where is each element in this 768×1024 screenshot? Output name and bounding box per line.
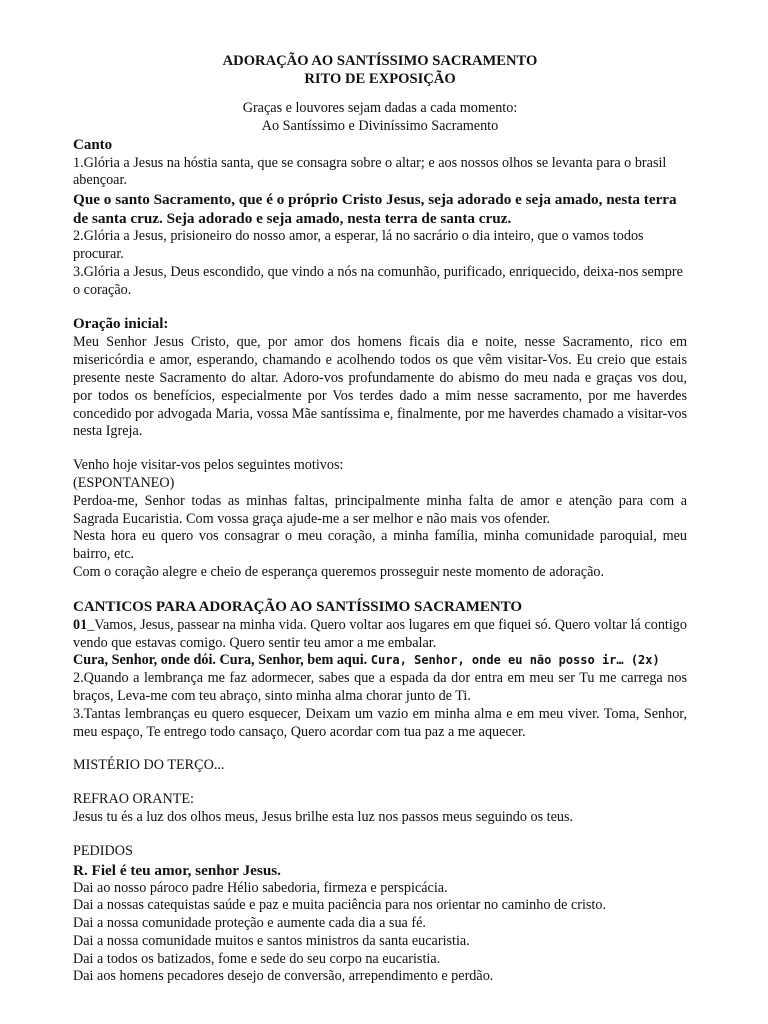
document-page [73, 52, 687, 986]
canto-refrain: Que o santo Sacramento, que é o próprio Cristo Jesus, seja adorado e seja amado, nesta terra de santa cruz. Seja adorado e seja amado, nesta terra de santa cruz. [73, 191, 677, 228]
canto-verse-2: 2.Glória a Jesus, prisioneiro do nosso amor, a esperar, lá no sacrário o dia inteiro, que o vamos todos procurar. [73, 228, 644, 262]
canto-verse-3: 3.Glória a Jesus, Deus escondido, que vindo a nós na comunhão, purificado, enriquecido, deixa-nos sempre o coração. [73, 263, 683, 298]
motivos-paragraph-2: Nesta hora eu quero vos consagrar o meu coração, a minha família, minha comunidade paroquial, meu bairro, etc. [73, 528, 687, 563]
document-title: ADORAÇÃO AO SANTÍSSIMO SACRAMENTO [222, 53, 538, 69]
canticos-refrain [73, 652, 687, 670]
canticos-refrain-b: Cura, Senhor, onde eu não posso ir… (2x) [370, 653, 660, 668]
pedido-item: Dai a nossa comunidade muitos e santos ministros da santa eucaristia. [73, 932, 470, 949]
pedidos-response: R. Fiel é teu amor, senhor Jesus. [73, 861, 281, 879]
motivos-line-1: Venho hoje visitar-vos pelos seguintes motivos: [73, 457, 344, 474]
refrao-heading: REFRAO ORANTE: [73, 791, 194, 808]
canticos-verse-1 [73, 617, 687, 653]
pedido-item: Dai aos homens pecadores desejo de conversão, arrependimento e perdão. [73, 968, 494, 985]
oracao-heading: Oração inicial: [73, 316, 169, 333]
refrao-text: Jesus tu és a luz dos olhos meus, Jesus brilhe esta luz nos passos meus seguindo os teus. [73, 808, 574, 825]
motivos-paragraph-3: Com o coração alegre e cheio de esperança queremos prosseguir neste momento de adoração. [73, 563, 605, 580]
pedido-item: Dai a nossa comunidade proteção e aumente cada dia a sua fé. [73, 915, 426, 932]
pedido-item: Dai a nossas catequistas saúde e paz e muita paciência para nos orientar no caminho de cristo. [73, 897, 607, 914]
canticos-verse-2: 2.Quando a lembrança me faz adormecer, sabes que a espada da dor entra em meu ser Tu me carrega nos braços, Leva-me com teu abraço, sinto minha alma chorar junto de Ti. [73, 670, 687, 704]
canto-heading: Canto [73, 136, 113, 153]
canto-verse-1: 1.Glória a Jesus na hóstia santa, que se consagra sobre o altar; e aos nossos olhos se levanta para o brasil abençoar. [73, 154, 667, 189]
canticos-verse-1-text: _Vamos, Jesus, passear na minha vida. Quero voltar aos lugares em que fiquei só. Quero voltar lá contigo vendo que estavas comigo. Quero sentir teu amor a me embalar. [73, 616, 687, 651]
canticos-verse-3: 3.Tantas lembranças eu quero esquecer, Deixam um vazio em minha alma e em meu viver. Toma, Senhor, meu espaço, Te entrego todo cansaço, Quero acordar com tua paz a me aquecer. [73, 705, 687, 740]
canticos-refrain-a: Cura, Senhor, onde dói. Cura, Senhor, bem aqui. [73, 652, 368, 669]
intro-line-2: Ao Santíssimo e Diviníssimo Sacramento [261, 117, 499, 134]
motivos-line-2: (ESPONTANEO) [73, 474, 175, 491]
document-subtitle: RITO DE EXPOSIÇÃO [304, 71, 456, 87]
pedido-item: Dai ao nosso pároco padre Hélio sabedoria, firmeza e perspicácia. [73, 879, 448, 896]
misterio-line: MISTÉRIO DO TERÇO... [73, 757, 225, 774]
pedidos-heading: PEDIDOS [73, 842, 133, 859]
oracao-text: Meu Senhor Jesus Cristo, que, por amor dos homens ficais dia e noite, nesse Sacramento, rico em misericórdia e amor, esperando, chamando e acolhendo todos os que vêm visitar-Vos. Eu creio que estais presente neste Sacramento do altar. Adoro-vos profundamente do abismo do meu nada e graças vos dou, por todos os benefícios, especialmente por Vos terdes dado a mim nesse sacramento, por me haverdes concedido por advogada Maria, vossa Mãe santíssima e, finalmente, por me haverdes chamado a visitar-vos nesta Igreja. [73, 334, 687, 440]
motivos-paragraph-1: Perdoa-me, Senhor todas as minhas faltas, principalmente minha falta de amor e atenção para com a Sagrada Eucaristia. Com vossa graça ajude-me a ser melhor e não mais vos ofender. [73, 492, 687, 527]
canticos-heading: CANTICOS PARA ADORAÇÃO AO SANTÍSSIMO SACRAMENTO [73, 598, 523, 615]
canticos-number: 01 [73, 616, 88, 633]
intro-line-1: Graças e louvores sejam dadas a cada momento: [242, 100, 518, 116]
pedido-item: Dai a todos os batizados, fome e sede do seu corpo na eucaristia. [73, 950, 441, 967]
